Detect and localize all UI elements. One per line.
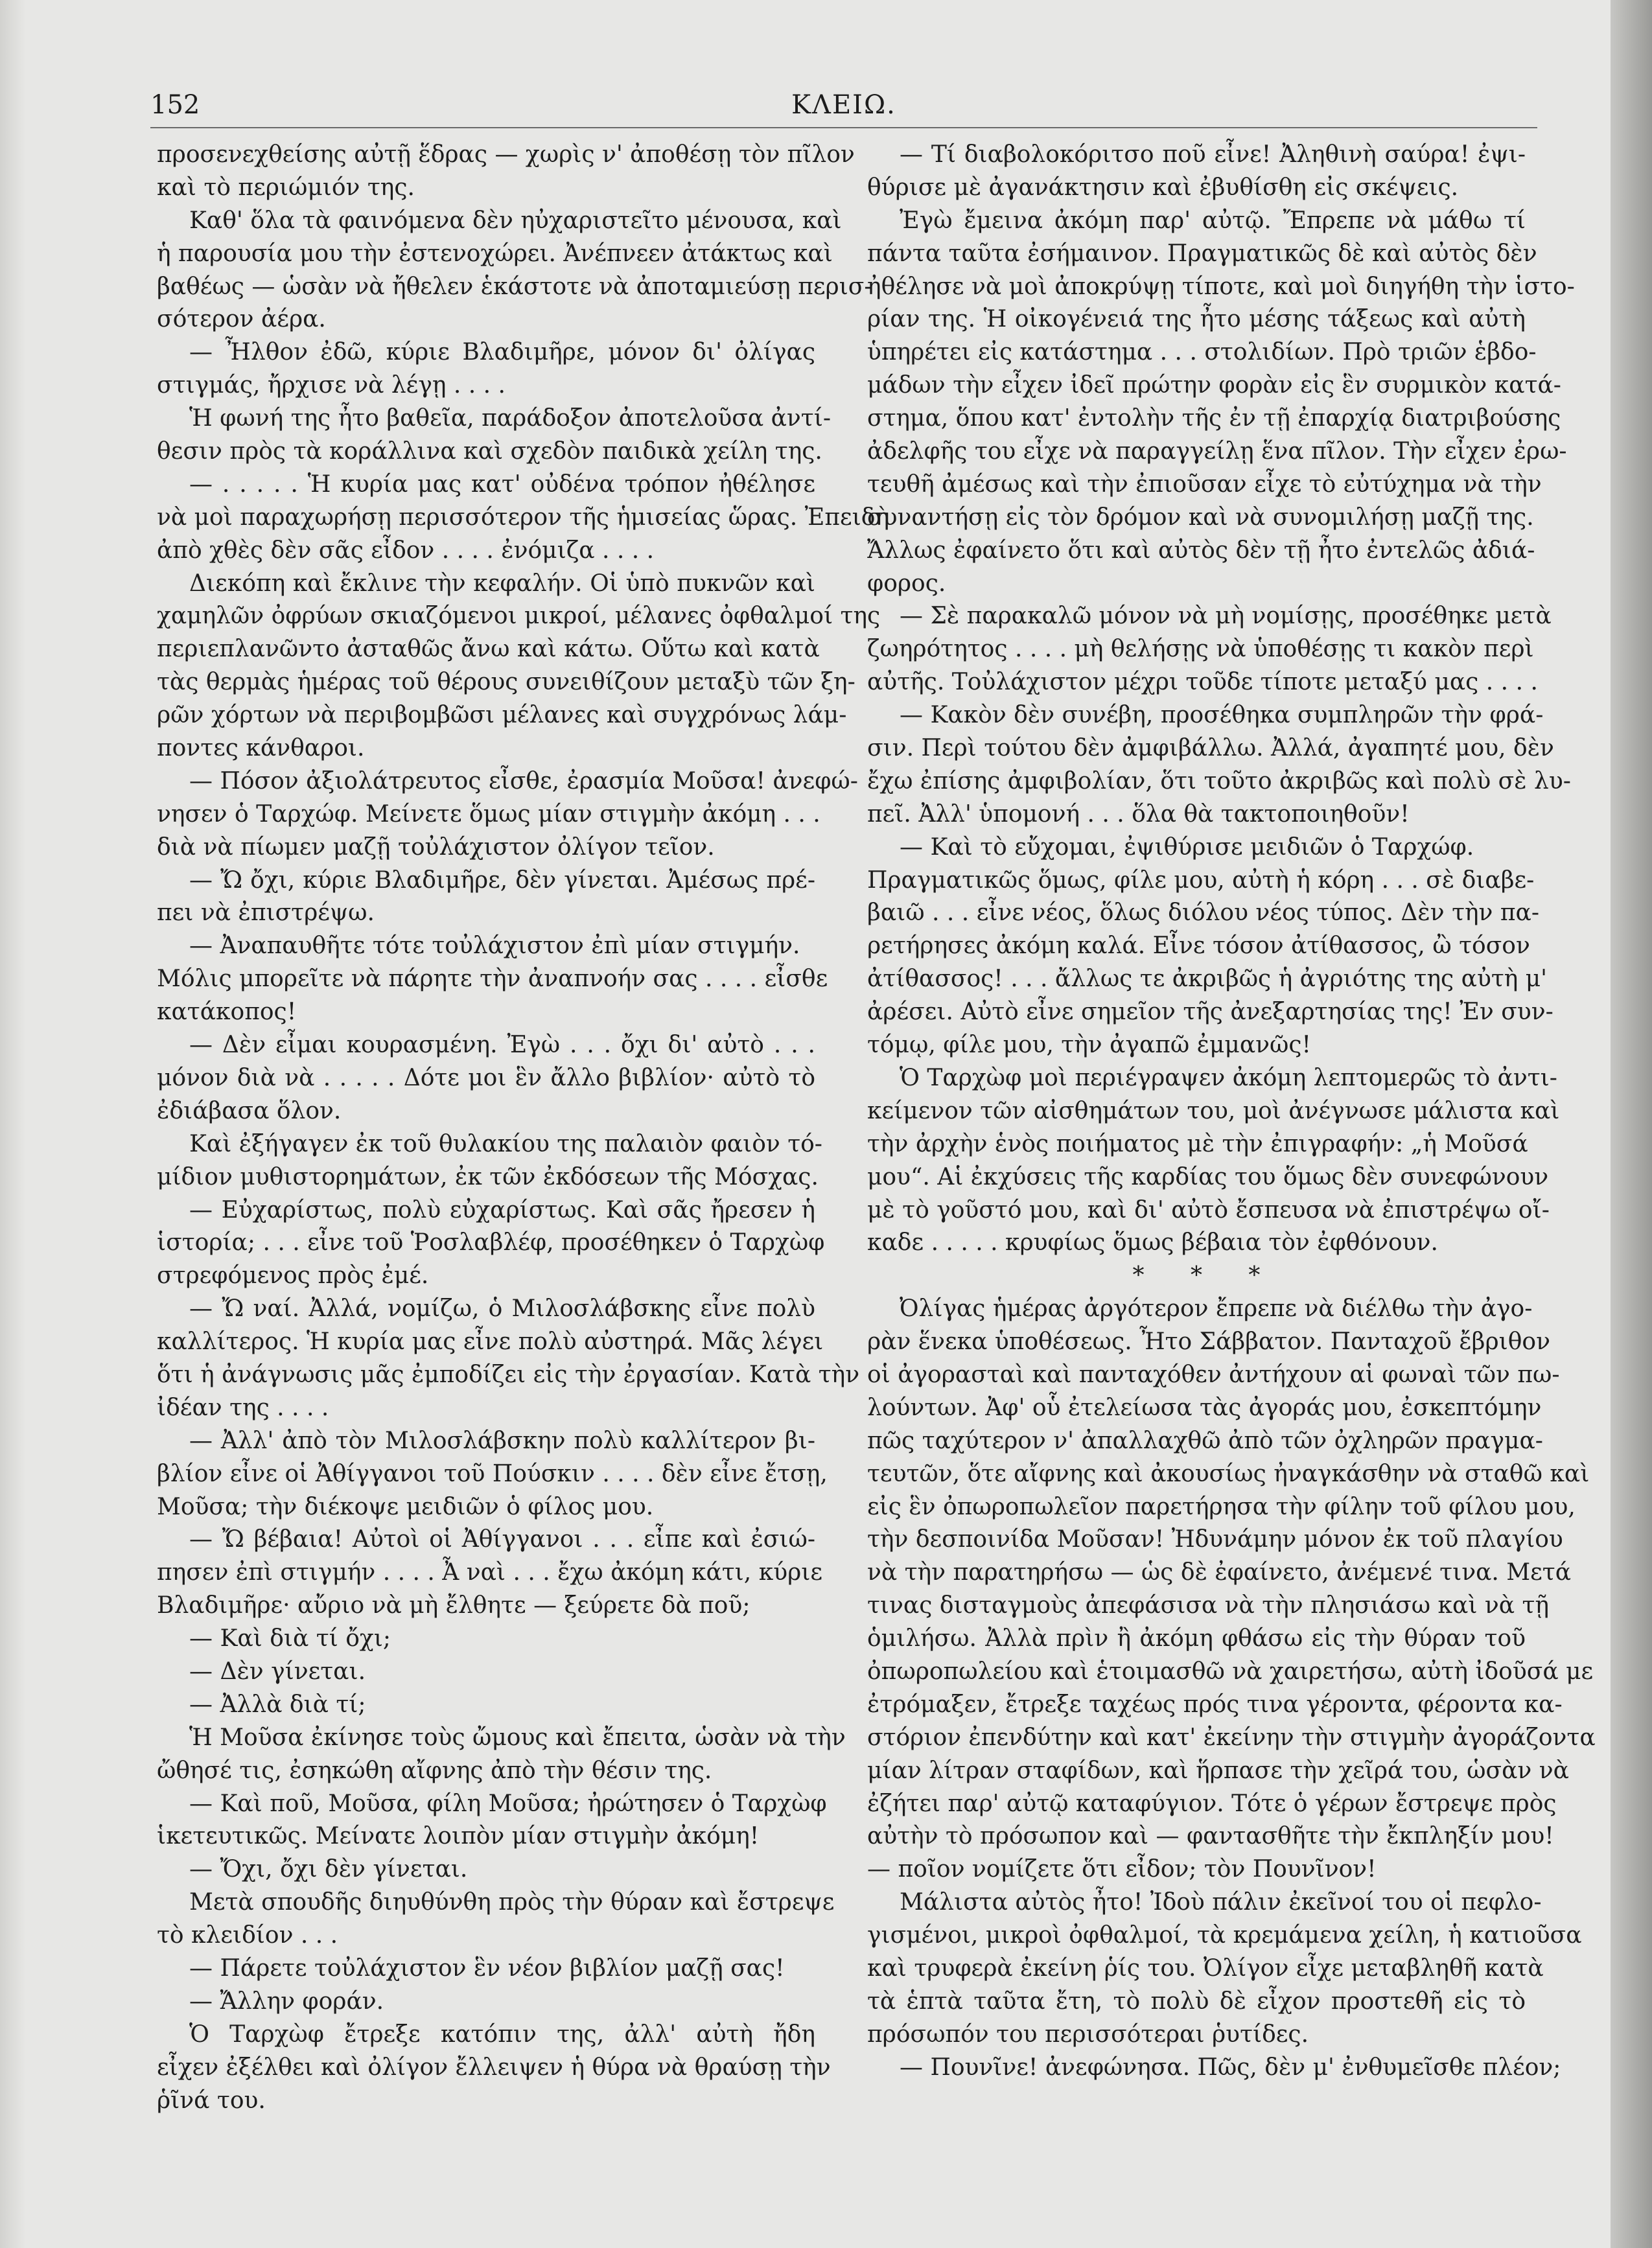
text-line: Ὁ Ταρχὼφ μοὶ περιέγραψεν ἀκόμη λεπτομερῶς τὸ ἀντι- bbox=[900, 1064, 1557, 1091]
text-line: πρόσωπόν του περισσότεραι ῥυτίδες. bbox=[867, 2021, 1309, 2048]
text-line: Βλαδιμῆρε· αὔριο νὰ μὴ ἔλθητε — ξεύρετε δὰ ποῦ; bbox=[157, 1592, 750, 1619]
text-line: — Ἀλλ' ἀπὸ τὸν Μιλοσλάβσκην πολὺ καλλίτερον βι- bbox=[189, 1427, 815, 1454]
text-line: ἱστορία; . . . εἶνε τοῦ Ῥοσλαβλέφ, προσέθηκεν ὁ Ταρχὼφ bbox=[157, 1229, 825, 1257]
text-line: ἐδιάβασα ὅλον. bbox=[157, 1097, 342, 1124]
text-line: Μάλιστα αὐτὸς ἦτο! Ἰδοὺ πάλιν ἐκεῖνοί του οἱ πεφλο- bbox=[900, 1889, 1542, 1916]
text-line: λούντων. Ἀφ' οὗ ἐτελείωσα τὰς ἀγοράς μου, ἐσκεπτόμην bbox=[867, 1394, 1542, 1421]
text-line: πεῖ. Ἀλλ' ὑπομονή . . . ὅλα θὰ τακτοποιηθοῦν! bbox=[867, 800, 1410, 828]
text-line: ρίαν της. Ἡ οἰκογένειά της ἦτο μέσης τάξεως καὶ αὐτὴ bbox=[867, 306, 1526, 333]
text-line: νὰ τὴν παρατηρήσω — ὡς δὲ ἐφαίνετο, ἀνέμενέ τινα. Μετά bbox=[867, 1559, 1572, 1586]
text-line: βλίον εἶνε οἱ Ἀθίγγανοι τοῦ Πούσκιν . . . . δὲν εἶνε ἔτσῃ, bbox=[157, 1460, 828, 1487]
text-line: εἶχεν ἐξέλθει καὶ ὀλίγον ἔλλειψεν ἡ θύρα νὰ θραύσῃ τὴν bbox=[157, 2054, 831, 2081]
text-line: τευθῆ ἀμέσως καὶ τὴν ἐπιοῦσαν εἶχε τὸ εὐτύχημα νὰ τὴν bbox=[867, 470, 1542, 498]
text-line: μάδων τὴν εἶχεν ἰδεῖ πρώτην φορὰν εἰς ἓν συρμικὸν κατά- bbox=[867, 372, 1561, 399]
text-line: νησεν ὁ Ταρχώφ. Μείνετε ὅμως μίαν στιγμὴν ἀκόμη . . . bbox=[157, 800, 820, 828]
header-rule bbox=[150, 127, 1537, 128]
text-line: κείμενον τῶν αἰσθημάτων του, μοὶ ἀνέγνωσε μάλιστα καὶ bbox=[867, 1097, 1560, 1124]
text-line: — Ὄχι, ὄχι δὲν γίνεται. bbox=[189, 1856, 468, 1883]
text-line: στόριον ἐπενδύτην καὶ κατ' ἐκείνην τὴν στιγμὴν ἀγοράζοντα bbox=[867, 1724, 1596, 1751]
text-line: ὀπωροπωλείου καὶ ἑτοιμασθῶ νὰ χαιρετήσω, αὐτὴ ἰδοῦσά με bbox=[867, 1658, 1594, 1685]
text-line: ὅτι ἡ ἀνάγνωσις μᾶς ἐμποδίζει εἰς τὴν ἐργασίαν. Κατὰ τὴν bbox=[157, 1361, 860, 1388]
text-line: — . . . . . Ἡ κυρία μας κατ' οὐδένα τρόπον ἠθέλησε bbox=[189, 470, 815, 498]
text-line: ζωηρότητος . . . . μὴ θελήσῃς νὰ ὑποθέσῃς τι κακὸν περὶ bbox=[867, 636, 1534, 663]
text-line: — Πόσον ἀξιολάτρευτος εἶσθε, ἐρασμία Μοῦσα! ἀνεφώ- bbox=[189, 767, 858, 794]
text-line: ρετήρησες ἀκόμη καλά. Εἶνε τόσον ἀτίθασσος, ὢ τόσον bbox=[867, 933, 1530, 960]
text-line: Ἡ φωνή της ἦτο βαθεῖα, παράδοξον ἀποτελοῦσα ἀντί- bbox=[189, 405, 831, 432]
text-line: μίδιον μυθιστορημάτων, ἐκ τῶν ἐκδόσεων τῆς Μόσχας. bbox=[157, 1163, 819, 1190]
text-line: — Ἦλθον ἐδῶ, κύριε Βλαδιμῆρε, μόνον δι' ὀλίγας bbox=[189, 339, 815, 366]
text-line: στιγμάς, ἤρχισε νὰ λέγῃ . . . . bbox=[157, 372, 506, 399]
text-line: φορος. bbox=[867, 570, 946, 597]
text-line: ποντες κάνθαροι. bbox=[157, 735, 365, 762]
left-column bbox=[157, 139, 890, 2117]
text-line: χαμηλῶν ὀφρύων σκιαζόμενοι μικροί, μέλανες ὀφθαλμοί της bbox=[157, 603, 881, 630]
text-line: θεσιν πρὸς τὰ κοράλλινα καὶ σχεδὸν παιδικὰ χείλη της. bbox=[157, 438, 822, 465]
text-line: ἐτρόμαξεν, ἔτρεξε ταχέως πρός τινα γέροντα, φέροντα κα- bbox=[867, 1691, 1563, 1718]
text-line: πάντα ταῦτα ἐσήμαινον. Πραγματικῶς δὲ καὶ αὐτὸς δὲν bbox=[867, 240, 1537, 267]
text-line: πησεν ἐπὶ στιγμήν . . . . Ἆ ναὶ . . . ἔχω ἀκόμη κάτι, κύριε bbox=[157, 1559, 823, 1586]
page-edge-shadow-right bbox=[1611, 0, 1652, 2248]
text-line: τὰ ἑπτὰ ταῦτα ἔτη, τὸ πολὺ δὲ εἶχον προστεθῆ εἰς τὸ bbox=[867, 1987, 1526, 2015]
text-line: ἱκετευτικῶς. Μείνατε λοιπὸν μίαν στιγμὴν ἀκόμη! bbox=[157, 1823, 760, 1850]
text-line: σότερον ἀέρα. bbox=[157, 306, 326, 333]
text-line: ἀπὸ χθὲς δὲν σᾶς εἶδον . . . . ἐνόμιζα . . . . bbox=[157, 537, 655, 564]
text-line: — ποῖον νομίζετε ὅτι εἶδον; τὸν Πουνῖνον! bbox=[867, 1856, 1377, 1883]
text-line: ἀτίθασσος! . . . ἄλλως τε ἀκριβῶς ἡ ἀγριότης της αὐτὴ μ' bbox=[867, 966, 1548, 993]
text-line: — Κακὸν δὲν συνέβη, προσέθηκα συμπληρῶν τὴν φρά- bbox=[900, 702, 1544, 729]
text-line: μόνον διὰ νὰ . . . . . Δότε μοι ἓν ἄλλο βιβλίον· αὐτὸ τὸ bbox=[157, 1064, 815, 1091]
journal-title: ΚΛΕΙΩ. bbox=[791, 90, 896, 120]
text-line: τινας δισταγμοὺς ἀπεφάσισα νὰ τὴν πλησιάσω καὶ νὰ τῇ bbox=[867, 1592, 1550, 1619]
page-edge-shadow-left bbox=[0, 0, 26, 2248]
text-line: προσενεχθείσης αὐτῇ ἕδρας — χωρὶς ν' ἀποθέσῃ τὸν πῖλον bbox=[157, 141, 855, 168]
text-line: αὐτῆς. Τοὐλάχιστον μέχρι τοῦδε τίποτε μεταξύ μας . . . . bbox=[867, 669, 1538, 696]
text-line: — Εὐχαρίστως, πολὺ εὐχαρίστως. Καὶ σᾶς ἤρεσεν ἡ bbox=[189, 1196, 815, 1223]
text-line: ὤθησέ τις, ἐσηκώθη αἴφνης ἀπὸ τὴν θέσιν της. bbox=[157, 1757, 712, 1784]
text-line: μου“. Αἱ ἐκχύσεις τῆς καρδίας του ὅμως δὲν συνεφώνουν bbox=[867, 1163, 1549, 1190]
text-line: συναντήσῃ εἰς τὸν δρόμον καὶ νὰ συνομιλήσῃ μαζῇ της. bbox=[867, 504, 1534, 531]
text-line: ῥῖνά του. bbox=[157, 2087, 266, 2114]
text-line: γισμένοι, μικροὶ ὀφθαλμοί, τὰ κρεμάμενα χείλη, ἡ κατιοῦσα bbox=[867, 1922, 1582, 1949]
text-line: — Δὲν γίνεται. bbox=[189, 1658, 366, 1685]
text-line: καὶ τρυφερὰ ἐκείνη ῥίς του. Ὀλίγον εἶχε μεταβληθῆ κατὰ bbox=[867, 1954, 1544, 1982]
text-line: Μοῦσα; τὴν διέκοψε μειδιῶν ὁ φίλος μου. bbox=[157, 1493, 654, 1520]
text-line: ἡ παρουσία μου τὴν ἐστενοχώρει. Ἀνέπνεεν ἀτάκτως καὶ bbox=[157, 240, 833, 267]
text-line: — Καὶ ποῦ, Μοῦσα, φίλη Μοῦσα; ἠρώτησεν ὁ Ταρχὼφ bbox=[189, 1790, 827, 1817]
text-line: ρὰν ἕνεκα ὑποθέσεως. Ἦτο Σάββατον. Πανταχοῦ ἔβριθον bbox=[867, 1328, 1550, 1356]
text-line: οἱ ἀγορασταὶ καὶ πανταχόθεν ἀντήχουν αἱ φωναὶ τῶν πω- bbox=[867, 1361, 1560, 1388]
text-line: ἀδελφῆς του εἶχε νὰ παραγγείλῃ ἕνα πῖλον. Τὴν εἶχεν ἐρω- bbox=[867, 438, 1567, 465]
text-line: αὐτὴν τὸ πρόσωπον καὶ — φαντασθῆτε τὴν ἔκπληξίν μου! bbox=[867, 1823, 1554, 1850]
text-line: κατάκοπος! bbox=[157, 999, 297, 1026]
text-line: Ἡ Μοῦσα ἐκίνησε τοὺς ὤμους καὶ ἔπειτα, ὡσὰν νὰ τὴν bbox=[189, 1724, 846, 1751]
right-column bbox=[867, 139, 1596, 2085]
text-line: ρῶν χόρτων νὰ περιβομβῶσι μέλανες καὶ συγχρόνως λάμ- bbox=[157, 702, 847, 729]
text-line: βαθέως — ὡσὰν νὰ ἤθελεν ἑκάστοτε νὰ ἀποταμιεύσῃ περισ- bbox=[157, 273, 872, 300]
text-line: Μετὰ σπουδῆς διηυθύνθη πρὸς τὴν θύραν καὶ ἔστρεψε bbox=[189, 1889, 835, 1916]
text-line: τὸ κλειδίον . . . bbox=[157, 1922, 338, 1949]
text-line: Ὀλίγας ἡμέρας ἀργότερον ἔπρεπε νὰ διέλθω τὴν ἀγο- bbox=[900, 1295, 1533, 1323]
text-line: τευτῶν, ὅτε αἴφνης καὶ ἀκουσίως ἠναγκάσθην νὰ σταθῶ καὶ bbox=[867, 1460, 1590, 1487]
text-line: μὲ τὸ γοῦστό μου, καὶ δι' αὐτὸ ἔσπευσα νὰ ἐπιστρέψω οἴ- bbox=[867, 1196, 1550, 1223]
text-line: — Πουνῖνε! ἀνεφώνησα. Πῶς, δὲν μ' ἐνθυμεῖσθε πλέον; bbox=[900, 2054, 1561, 2081]
text-line: εἰς ἓν ὀπωροπωλεῖον παρετήρησα τὴν φίλην τοῦ φίλου μου, bbox=[867, 1493, 1576, 1520]
text-line: στημα, ὅπου κατ' ἐντολὴν τῆς ἐν τῇ ἐπαρχίᾳ διατριβούσης bbox=[867, 405, 1561, 432]
text-line: καὶ τὸ περιώμιόν της. bbox=[157, 174, 415, 201]
text-line: μίαν λίτραν σταφίδων, καὶ ἥρπασε τὴν χεῖρά του, ὡσὰν νὰ bbox=[867, 1757, 1569, 1784]
text-line: τόμῳ, φίλε μου, τὴν ἀγαπῶ ἐμμανῶς! bbox=[867, 1032, 1312, 1059]
text-line: σιν. Περὶ τούτου δὲν ἀμφιβάλλω. Ἀλλά, ἀγαπητέ μου, δὲν bbox=[867, 735, 1554, 762]
text-line: ἠθέλησε νὰ μοὶ ἀποκρύψῃ τίποτε, καὶ μοὶ διηγήθη τὴν ἱστο- bbox=[867, 273, 1575, 300]
text-line: ἰδέαν της . . . . bbox=[157, 1394, 329, 1421]
text-line: τὰς θερμὰς ἡμέρας τοῦ θέρους συνειθίζουν μεταξὺ τῶν ξη- bbox=[157, 669, 855, 696]
text-line: βαιῶ . . . εἶνε νέος, ὅλως διόλου νέος τύπος. Δὲν τὴν πα- bbox=[867, 899, 1540, 927]
text-line: Μόλις μπορεῖτε νὰ πάρητε τὴν ἀναπνοήν σας . . . . εἶσθε bbox=[157, 966, 828, 993]
text-line: πῶς ταχύτερον ν' ἀπαλλαχθῶ ἀπὸ τῶν ὀχληρῶν πραγμα- bbox=[867, 1427, 1543, 1454]
text-line: Καὶ ἐξήγαγεν ἐκ τοῦ θυλακίου της παλαιὸν φαιὸν τό- bbox=[189, 1130, 822, 1157]
text-line: ὁμιλήσω. Ἀλλὰ πρὶν ἢ ἀκόμη φθάσω εἰς τὴν θύραν τοῦ bbox=[867, 1625, 1526, 1652]
text-line: — Ὤ ὄχι, κύριε Βλαδιμῆρε, δὲν γίνεται. Ἀμέσως πρέ- bbox=[189, 866, 815, 894]
text-line: — Καὶ διὰ τί ὄχι; bbox=[189, 1625, 391, 1652]
text-line: διὰ νὰ πίωμεν μαζῇ τοὐλάχιστον ὀλίγον τεῖον. bbox=[157, 833, 715, 861]
text-line: καλλίτερος. Ἡ κυρία μας εἶνε πολὺ αὐστηρά. Μᾶς λέγει bbox=[157, 1328, 824, 1356]
text-line: — Ἀναπαυθῆτε τότε τοὐλάχιστον ἐπὶ μίαν στιγμήν. bbox=[189, 933, 800, 960]
text-line: — Ἄλλην φοράν. bbox=[189, 1987, 384, 2015]
text-line: νὰ μοὶ παραχωρήσῃ περισσότερον τῆς ἡμισείας ὥρας. Ἐπειδὴ bbox=[157, 504, 890, 531]
text-line: περιεπλανῶντο ἀσταθῶς ἄνω καὶ κάτω. Οὕτω καὶ κατὰ bbox=[157, 636, 820, 663]
text-line: ἀρέσει. Αὐτὸ εἶνε σημεῖον τῆς ἀνεξαρτησίας της! Ἐν συν- bbox=[867, 999, 1553, 1026]
text-line: Ὁ Ταρχὼφ ἔτρεξε κατόπιν της, ἀλλ' αὐτὴ ἤδη bbox=[189, 2021, 815, 2048]
text-line: τὴν δεσποινίδα Μοῦσαν! Ἠδυνάμην μόνον ἐκ τοῦ πλαγίου bbox=[867, 1526, 1563, 1553]
page-number: 152 bbox=[150, 90, 200, 120]
text-line: καδε . . . . . κρυφίως ὅμως βέβαια τὸν ἐφθόνουν. bbox=[867, 1229, 1438, 1257]
text-line: στρεφόμενος πρὸς ἐμέ. bbox=[157, 1262, 429, 1290]
text-line: ἔχω ἐπίσης ἀμφιβολίαν, ὅτι τοῦτο ἀκριβῶς καὶ πολὺ σὲ λυ- bbox=[867, 767, 1571, 794]
text-line: ὑπηρέτει εἰς κατάστημα . . . στολιδίων. Πρὸ τριῶν ἑβδο- bbox=[867, 339, 1537, 366]
running-head bbox=[150, 86, 1537, 124]
text-line: — Σὲ παρακαλῶ μόνον νὰ μὴ νομίσῃς, προσέθηκε μετὰ bbox=[900, 603, 1552, 630]
text-line: — Ἀλλὰ διὰ τί; bbox=[189, 1691, 366, 1718]
text-line: θύρισε μὲ ἀγανάκτησιν καὶ ἐβυθίσθη εἰς σκέψεις. bbox=[867, 174, 1459, 201]
text-line: — Τί διαβολοκόριτσο ποῦ εἶνε! Ἀληθινὴ σαύρα! ἐψι- bbox=[900, 141, 1526, 168]
text-line: τὴν ἀρχὴν ἑνὸς ποιήματος μὲ τὴν ἐπιγραφήν: „ἡ Μοῦσά bbox=[867, 1130, 1528, 1157]
text-line: ἐζήτει παρ' αὐτῷ καταφύγιον. Τότε ὁ γέρων ἔστρεψε πρὸς bbox=[867, 1790, 1557, 1817]
text-line: — Δὲν εἶμαι κουρασμένη. Ἐγὼ . . . ὄχι δι' αὐτὸ . . . bbox=[189, 1032, 815, 1059]
text-line: Καθ' ὅλα τὰ φαινόμενα δὲν ηὐχαριστεῖτο μένουσα, καὶ bbox=[189, 207, 842, 234]
text-line: — Ὤ βέβαια! Αὐτοὶ οἱ Ἀθίγγανοι . . . εἶπε καὶ ἐσιώ- bbox=[189, 1526, 815, 1553]
text-line: Διεκόπη καὶ ἔκλινε τὴν κεφαλήν. Οἱ ὑπὸ πυκνῶν καὶ bbox=[189, 570, 815, 597]
text-line: Ἐγὼ ἔμεινα ἀκόμη παρ' αὐτῷ. Ἔπρεπε νὰ μάθω τί bbox=[900, 207, 1526, 234]
text-line: Πραγματικῶς ὅμως, φίλε μου, αὐτὴ ἡ κόρη . . . σὲ διαβε- bbox=[867, 866, 1535, 894]
text-line: Ἄλλως ἐφαίνετο ὅτι καὶ αὐτὸς δὲν τῇ ἦτο ἐντελῶς ἀδιά- bbox=[867, 537, 1535, 564]
section-separator-asterisks: * * * bbox=[1132, 1262, 1261, 1290]
text-line: — Καὶ τὸ εὔχομαι, ἐψιθύρισε μειδιῶν ὁ Ταρχώφ. bbox=[900, 833, 1474, 861]
text-line: πει νὰ ἐπιστρέψω. bbox=[157, 899, 375, 927]
text-line: — Ὤ ναί. Ἀλλά, νομίζω, ὁ Μιλοσλάβσκης εἶνε πολὺ bbox=[189, 1295, 815, 1323]
text-line: — Πάρετε τοὐλάχιστον ἓν νέον βιβλίον μαζῇ σας! bbox=[189, 1954, 785, 1982]
